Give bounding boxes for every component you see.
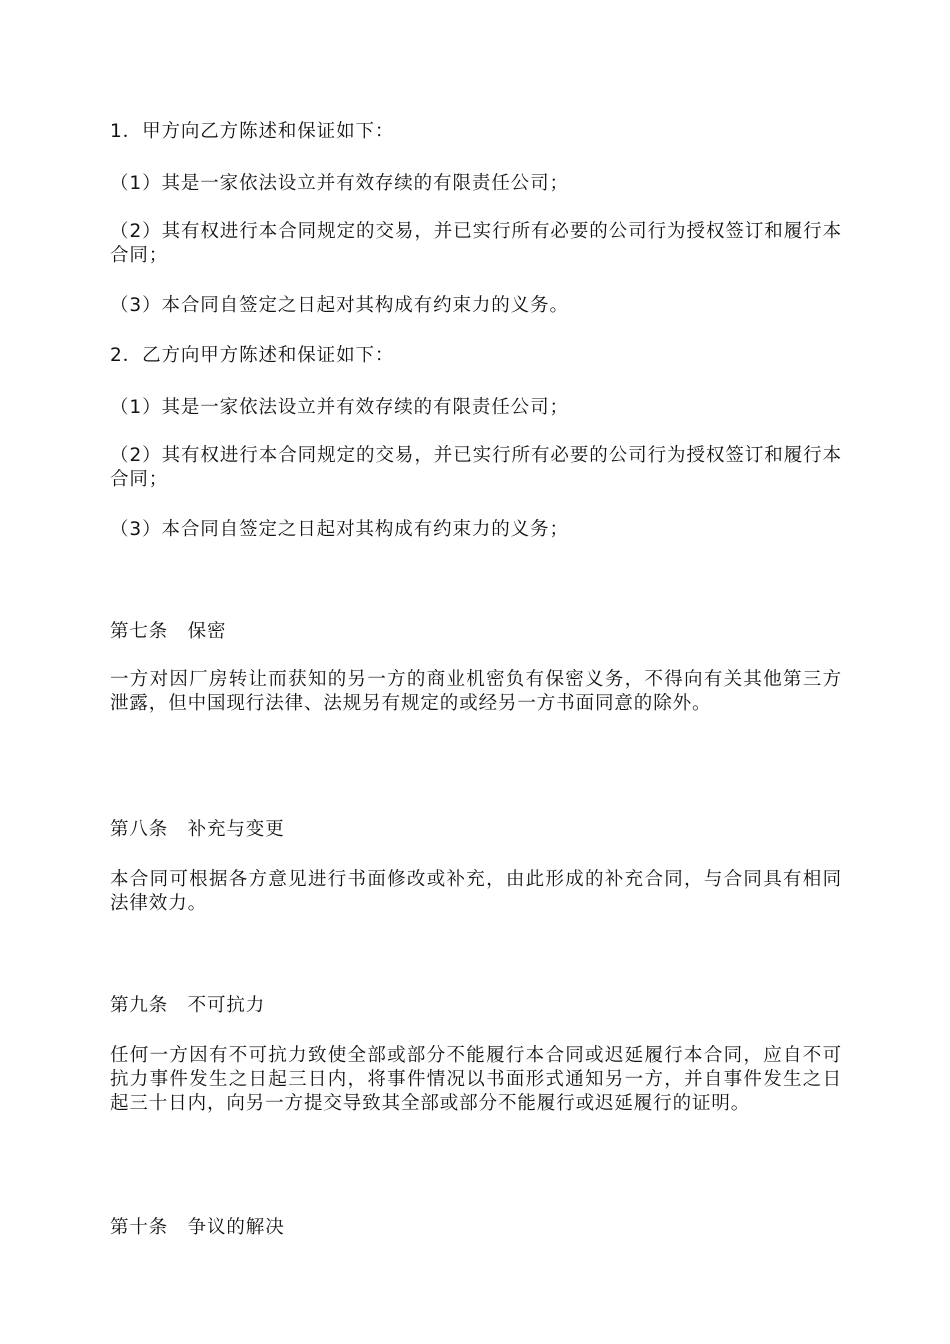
clause-1-item-3: （3）本合同自签定之日起对其构成有约束力的义务。: [110, 295, 569, 316]
article-8-heading: 第八条 补充与变更: [110, 819, 285, 840]
article-9-heading: 第九条 不可抗力: [110, 995, 266, 1016]
article-10-heading: 第十条 争议的解决: [110, 1217, 285, 1238]
clause-1-item-1: （1）其是一家依法设立并有效存续的有限责任公司；: [110, 173, 569, 194]
clause-2-heading: 2．乙方向甲方陈述和保证如下：: [110, 345, 395, 366]
clause-2-item-2: （2）其有权进行本合同规定的交易，并已实行所有必要的公司行为授权签订和履行本合同；: [110, 445, 842, 490]
article-8-body: 本合同可根据各方意见进行书面修改或补充，由此形成的补充合同，与合同具有相同法律效力。: [110, 869, 842, 914]
clause-1-heading: 1．甲方向乙方陈述和保证如下：: [110, 121, 395, 142]
article-9-body: 任何一方因有不可抗力致使全部或部分不能履行本合同或迟延履行本合同，应自不可抗力事件发生之日起三日内，将事件情况以书面形式通知另一方，并自事件发生之日起三十日内，向另一方提交导致其全部或部分不能履行或迟延履行的证明。: [110, 1045, 842, 1114]
article-7-heading: 第七条 保密: [110, 621, 227, 642]
clause-2-item-3: （3）本合同自签定之日起对其构成有约束力的义务；: [110, 519, 569, 540]
clause-2-item-1: （1）其是一家依法设立并有效存续的有限责任公司；: [110, 397, 569, 418]
clause-1-item-2: （2）其有权进行本合同规定的交易，并已实行所有必要的公司行为授权签订和履行本合同；: [110, 221, 842, 266]
article-7-body: 一方对因厂房转让而获知的另一方的商业机密负有保密义务，不得向有关其他第三方泄露，但中国现行法律、法规另有规定的或经另一方书面同意的除外。: [110, 669, 842, 714]
document-page: [110, 0, 850, 1344]
